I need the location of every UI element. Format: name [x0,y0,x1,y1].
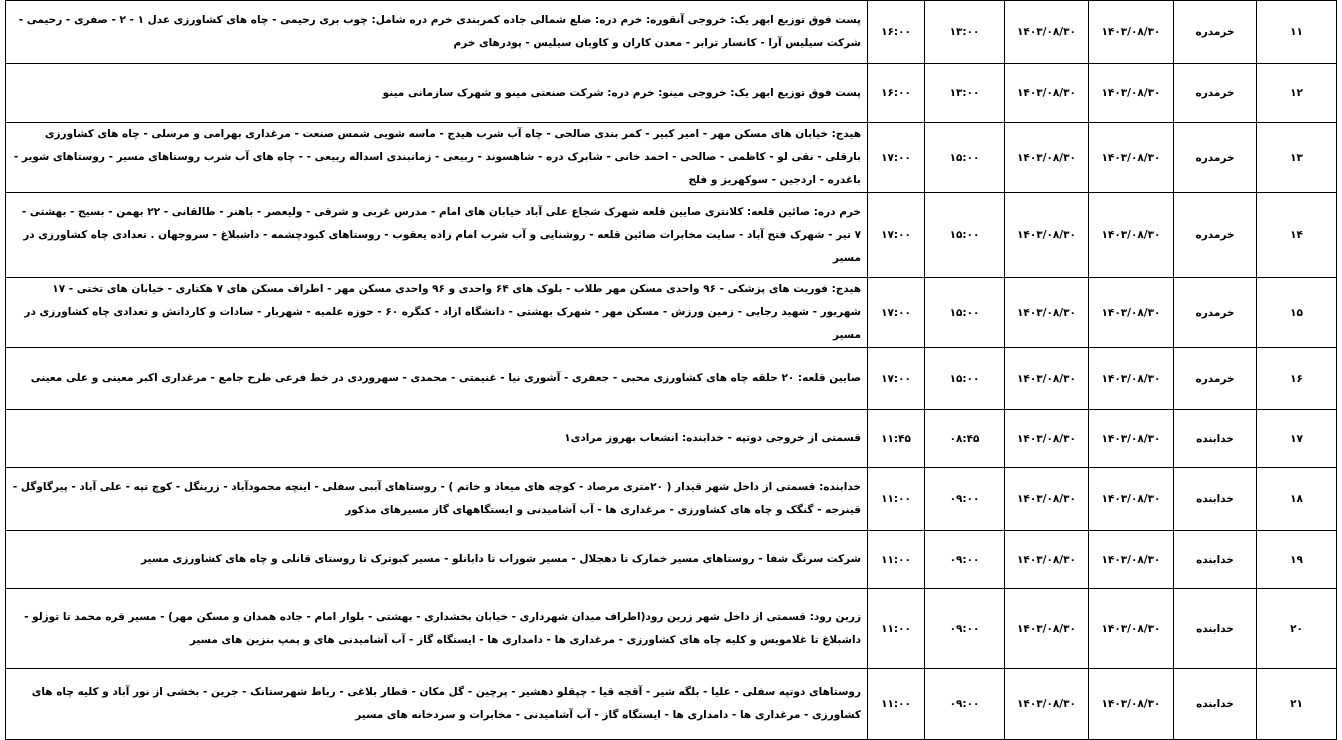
affected-area-cell: خرم دره: صائین قلعه: کلانتری صایین قلعه شهرک شجاع علی آباد خیابان های امام - مدرس غربی و شرقی - ولیعصر - باهنر - طالقانی - ۲۲ بهمن - بسیج - بهشتی - ۷ تیر - شهرک فتح آباد - سایت مخابرات صائین قلعه - روشنایی و آب شرب امام زاده یعقوب - روستاهای کبودچشمه - داشبلاغ - سروجهان . تعدادی چاه کشاورزی در مسیر [6,193,868,278]
affected-area-cell: خدابنده: قسمتی از داخل شهر قیدار ( ۲۰متری مرصاد - کوچه های میعاد و خاتم ) - روستاهای آببی سفلی - اینچه محمودآباد - زرینگل - کوچ تپه - علی آباد - پیرگاوگل - قینرجه - گنگک و چاه های کشاورزی - مرغداری ها - آب آشامیدنی و ایستگاههای گاز مسیرهای مذکور [6,468,868,531]
row-number: ۱۳ [1257,123,1337,193]
affected-area-cell: صایین قلعه: ۲۰ حلقه چاه های کشاورزی محبی - جعفری - آشوری نیا - غنیمتی - محمدی - سهروردی در خط فرعی طرح جامع - مرغداری اکبر معینی و علی معینی [6,348,868,410]
city-cell: خدابنده [1174,410,1257,468]
city-cell: خرمدره [1174,64,1257,123]
row-number: ۱۵ [1257,278,1337,348]
end-time-cell: ۱۶:۰۰ [868,64,925,123]
start-time-cell: ۰۹:۰۰ [925,468,1005,531]
city-cell: خرمدره [1174,278,1257,348]
start-date-cell: ۱۴۰۳/۰۸/۳۰ [1089,64,1174,123]
table-row [6,278,1337,348]
table-row [6,589,1337,669]
row-number: ۱۹ [1257,531,1337,589]
table-row [6,468,1337,531]
table-row [6,64,1337,123]
row-number: ۱۱ [1257,1,1337,64]
affected-area-cell: روستاهای دوتپه سفلی - علیا - بلگه شیر - آقجه قیا - چپقلو دهشیر - پرچین - گل مکان - قطار بلاغی - رباط شهرستانک - جرین - بخشی از نور آباد و کلیه چاه های کشاورزی - مرغداری ها - دامداری ها - ایستگاه گاز - آب آشامیدنی - مخابرات و سردخانه های مسیر [6,669,868,740]
end-date-cell: ۱۴۰۳/۰۸/۳۰ [1005,193,1089,278]
end-time-cell: ۱۱:۰۰ [868,669,925,740]
start-date-cell: ۱۴۰۳/۰۸/۳۰ [1089,669,1174,740]
row-number: ۲۰ [1257,589,1337,669]
start-time-cell: ۰۹:۰۰ [925,589,1005,669]
city-cell: خدابنده [1174,531,1257,589]
start-time-cell: ۱۳:۰۰ [925,64,1005,123]
start-date-cell: ۱۴۰۳/۰۸/۳۰ [1089,468,1174,531]
end-date-cell: ۱۴۰۳/۰۸/۳۰ [1005,669,1089,740]
end-date-cell: ۱۴۰۳/۰۸/۳۰ [1005,1,1089,64]
row-number: ۱۶ [1257,348,1337,410]
start-date-cell: ۱۴۰۳/۰۸/۳۰ [1089,531,1174,589]
city-cell: خدابنده [1174,589,1257,669]
start-time-cell: ۱۵:۰۰ [925,193,1005,278]
start-time-cell: ۰۸:۴۵ [925,410,1005,468]
start-time-cell: ۱۵:۰۰ [925,123,1005,193]
affected-area-cell: پست فوق توزیع ابهر یک: خروجی آنقوره: خرم دره: ضلع شمالی جاده کمربندی خرم دره شامل: چوب بری رحیمی - چاه های کشاورزی عدل ۱ - ۲ - صفری - رحیمی - شرکت سیلیس آرا - کانسار ترابر - معدن کاران و کاوبان سیلیس - پودرهای خرم [6,1,868,64]
end-date-cell: ۱۴۰۳/۰۸/۳۰ [1005,468,1089,531]
row-number: ۱۷ [1257,410,1337,468]
start-time-cell: ۰۹:۰۰ [925,531,1005,589]
table-row [6,123,1337,193]
table-row [6,669,1337,740]
end-date-cell: ۱۴۰۳/۰۸/۳۰ [1005,589,1089,669]
start-time-cell: ۱۵:۰۰ [925,278,1005,348]
end-date-cell: ۱۴۰۳/۰۸/۳۰ [1005,410,1089,468]
end-time-cell: ۱۱:۰۰ [868,468,925,531]
row-number: ۱۴ [1257,193,1337,278]
table-row [6,348,1337,410]
start-time-cell: ۱۵:۰۰ [925,348,1005,410]
end-time-cell: ۱۷:۰۰ [868,348,925,410]
affected-area-cell: هیدج: فوریت های پزشکی - ۹۶ واحدی مسکن مهر طلاب - بلوک های ۶۴ واحدی و ۹۶ واحدی مسکن مهر - اطراف مسکن های ۷ هکتاری - خیابان های تختی - ۱۷ شهریور - شهید رجایی - زمین ورزش - مسکن مهر - شهرک بهشتی - دانشگاه ازاد - کنگره ۶۰ - حوزه علمیه - شهربار - سادات و کاردانش و تعدادی چاه کشاورزی در مسیر [6,278,868,348]
start-date-cell: ۱۴۰۳/۰۸/۳۰ [1089,1,1174,64]
city-cell: خدابنده [1174,468,1257,531]
end-time-cell: ۱۷:۰۰ [868,278,925,348]
end-time-cell: ۱۶:۰۰ [868,1,925,64]
city-cell: خرمدره [1174,193,1257,278]
affected-area-cell: شرکت سرنگ شفا - روستاهای مسیر خمارک تا دهجلال - مسیر شوراب تا دابانلو - مسیر کبوترک تا روستای قانلی و چاه های کشاورزی مسیر [6,531,868,589]
start-time-cell: ۱۳:۰۰ [925,1,1005,64]
city-cell: خدابنده [1174,669,1257,740]
start-time-cell: ۰۹:۰۰ [925,669,1005,740]
row-number: ۱۸ [1257,468,1337,531]
row-number: ۱۲ [1257,64,1337,123]
table-row [6,1,1337,64]
affected-area-cell: پست فوق توزیع ابهر یک: خروجی مینو: خرم دره: شرکت صنعتی مینو و شهرک سازمانی مینو [6,64,868,123]
outage-schedule-table [5,0,1337,740]
end-date-cell: ۱۴۰۳/۰۸/۳۰ [1005,531,1089,589]
start-date-cell: ۱۴۰۳/۰۸/۳۰ [1089,193,1174,278]
start-date-cell: ۱۴۰۳/۰۸/۳۰ [1089,123,1174,193]
end-date-cell: ۱۴۰۳/۰۸/۳۰ [1005,64,1089,123]
end-time-cell: ۱۷:۰۰ [868,193,925,278]
affected-area-cell: هیدج: خیابان های مسکن مهر - امیر کبیر - کمر بندی صالحی - چاه آب شرب هیدج - ماسه شویی شمس صنعت - مرغداری بهرامی و مرسلی - چاه های کشاورزی بارقلی - نقی لو - کاظمی - صالحی - احمد خانی - شابرک دره - شاهسوند - ربیعی - زمانبندی اسداله ربیعی - - چاه های آب شرب روستاهای مسیر - روستاهای شویر - باغدره - اردجین - سوکهریز و فلج [6,123,868,193]
table-row [6,193,1337,278]
table-row [6,531,1337,589]
end-time-cell: ۱۱:۰۰ [868,531,925,589]
city-cell: خرمدره [1174,123,1257,193]
city-cell: خرمدره [1174,1,1257,64]
end-date-cell: ۱۴۰۳/۰۸/۳۰ [1005,123,1089,193]
end-time-cell: ۱۱:۰۰ [868,589,925,669]
city-cell: خرمدره [1174,348,1257,410]
start-date-cell: ۱۴۰۳/۰۸/۳۰ [1089,278,1174,348]
end-time-cell: ۱۱:۴۵ [868,410,925,468]
end-time-cell: ۱۷:۰۰ [868,123,925,193]
affected-area-cell: قسمتی از خروجی دوتپه - خدابنده: انشعاب بهروز مرادی۱ [6,410,868,468]
affected-area-cell: زرین رود: قسمتی از داخل شهر زرین رود(اطراف میدان شهرداری - خیابان بخشداری - بهشتی - بلوار امام - جاده همدان و مسکن مهر) - مسیر قره محمد تا توزلو - داشبلاغ تا غلامویس و کلیه چاه های کشاورزی - مرغداری ها - دامداری ها - ایستگاه گاز - آب آشامیدنی های و پمپ بنزین های مسیر [6,589,868,669]
start-date-cell: ۱۴۰۳/۰۸/۳۰ [1089,589,1174,669]
table-row [6,410,1337,468]
end-date-cell: ۱۴۰۳/۰۸/۳۰ [1005,278,1089,348]
start-date-cell: ۱۴۰۳/۰۸/۳۰ [1089,348,1174,410]
row-number: ۲۱ [1257,669,1337,740]
end-date-cell: ۱۴۰۳/۰۸/۳۰ [1005,348,1089,410]
start-date-cell: ۱۴۰۳/۰۸/۳۰ [1089,410,1174,468]
